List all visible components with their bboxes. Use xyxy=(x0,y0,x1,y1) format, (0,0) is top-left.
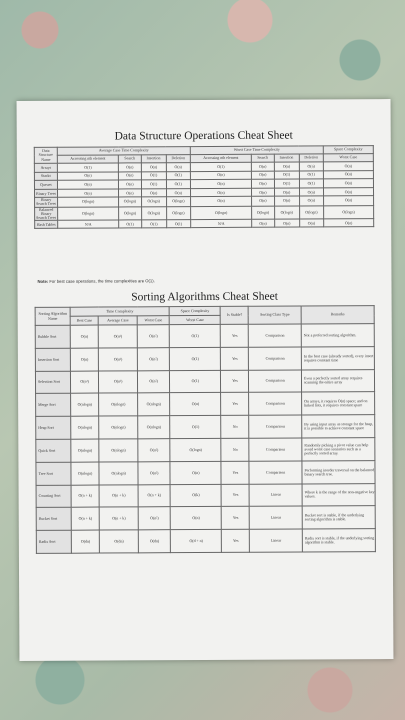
sort-row-name: Merge Sort xyxy=(36,394,71,417)
sort-cell-worst: O(n²) xyxy=(138,507,170,530)
sort-cell-space: O(1) xyxy=(170,416,221,439)
sort-header-worst-space: Worst Case xyxy=(169,315,220,324)
sort-row-name: Bucket Sort xyxy=(36,508,71,531)
ds-row-name: Balanced Binary Search Trees xyxy=(36,207,57,220)
ds-cell: O(logn) xyxy=(252,206,275,219)
ds-cell: O(n) xyxy=(299,196,323,205)
ds-table xyxy=(34,145,374,229)
ds-header-avg: Average Case Time Complexity xyxy=(57,147,190,156)
sort-table-body xyxy=(35,324,375,554)
sort-cell-space: O(k) xyxy=(170,484,221,507)
ds-cell: O(n) xyxy=(119,163,142,172)
sort-row-name: Counting Sort xyxy=(36,485,71,508)
ds-cell: O(1) xyxy=(141,220,166,229)
ds-table-body xyxy=(34,162,373,229)
ds-cell: O(1) xyxy=(274,171,299,180)
ds-cell: O(1) xyxy=(119,220,142,229)
sort-cell-worst: O(n²) xyxy=(138,439,170,462)
ds-cell: O(n) xyxy=(252,179,275,188)
ds-cell: O(n) xyxy=(119,180,142,189)
ds-cell: O(n) xyxy=(190,171,251,180)
ds-cell: O(n) xyxy=(252,219,275,228)
sort-row-name: Radix Sort xyxy=(36,530,71,553)
sort-table xyxy=(35,305,376,554)
ds-cell: O(n) xyxy=(324,218,374,227)
ds-cell: O(n) xyxy=(299,219,323,228)
sort-cell-space: O(d + n) xyxy=(171,530,222,553)
sort-cell-type: Linear xyxy=(250,529,303,552)
sort-cell-best: O(nlogn) xyxy=(71,416,99,439)
ds-header-worst-case: Worst Case xyxy=(323,154,373,162)
sort-cell-remarks: On arrays, it requires O(n) space; and on linked lists, it requires constant space xyxy=(302,392,375,415)
sort-header-worst: Worst Case xyxy=(137,316,169,325)
sort-cell-type: Comparison xyxy=(249,324,302,347)
sort-cell-remarks: Randomly picking a pivot value can help avoid worst case scenarios such as a perfectly sorted array. xyxy=(302,438,375,461)
ds-cell: O(n) xyxy=(252,188,275,197)
sort-cell-type: Comparison xyxy=(249,461,302,484)
sort-cell-remarks: Where k is the range of the non-negative key values. xyxy=(302,483,375,506)
sort-cell-best: O(dn) xyxy=(71,530,99,553)
sort-cell-type: Linear xyxy=(249,484,302,507)
sort-cell-remarks: In the best case (already sorted), every insert requires constant time xyxy=(301,346,374,369)
sort-cell-best: O(n + k) xyxy=(71,485,99,508)
sort-cell-space: O(1) xyxy=(170,347,221,370)
sort-cell-space: O(logn) xyxy=(170,438,221,461)
ds-cell: O(logn) xyxy=(274,206,299,219)
ds-cell: O(logn) xyxy=(119,197,142,206)
ds-cell: O(n) xyxy=(57,180,118,189)
ds-header-insertion: Insertion xyxy=(141,155,166,163)
ds-header-deletion-worst: Deletion xyxy=(299,154,323,162)
ds-cell: O(n) xyxy=(119,171,142,180)
sort-cell-stable: Yes xyxy=(221,324,249,347)
sort-header-best: Best Case xyxy=(70,316,98,325)
ds-cell: O(n) xyxy=(166,163,190,172)
ds-cell: O(n) xyxy=(323,187,373,196)
sort-cell-worst: O(n²) xyxy=(137,370,169,393)
ds-cell: O(n) xyxy=(299,188,323,197)
sort-header-name: Sorting Algorithm Name xyxy=(35,307,70,325)
ds-cell: N/A xyxy=(191,219,252,228)
sort-row xyxy=(36,529,375,554)
ds-cell: O(1) xyxy=(274,179,299,188)
sort-cell-stable: Yes xyxy=(221,393,249,416)
ds-cell: O(n) xyxy=(252,197,275,206)
sort-cell-avg: O(n²) xyxy=(99,370,138,393)
ds-header-space: Space Complexity xyxy=(323,146,373,154)
cheat-sheet-page xyxy=(17,99,394,661)
ds-cell: O(1) xyxy=(299,170,323,179)
sort-cell-remarks: Radix sort is stable, if the underlying sorting algorithm is stable. xyxy=(302,529,375,552)
ds-row-name: Arrays xyxy=(34,163,57,172)
sort-row xyxy=(35,369,374,394)
ds-header-access-worst: Accessing nth element xyxy=(190,154,251,162)
sort-cell-worst: O(n²) xyxy=(138,461,170,484)
ds-cell: O(n) xyxy=(57,189,118,198)
sort-cell-stable: No xyxy=(221,438,249,461)
sort-cell-worst: O(dn) xyxy=(138,530,170,553)
ds-header-search-worst: Search xyxy=(251,154,274,162)
sort-cell-type: Comparison xyxy=(249,370,302,393)
sort-cell-space: O(1) xyxy=(170,370,221,393)
note-text: For best case operations, the time complexities are O(1). xyxy=(49,278,155,284)
sort-cell-avg: O(nlogn) xyxy=(99,416,138,439)
ds-cell: O(n) xyxy=(252,171,275,180)
sort-cell-space: O(n) xyxy=(170,461,221,484)
ds-row-name: Queues xyxy=(34,180,57,189)
sort-row-name: Selection Sort xyxy=(35,371,70,394)
note-label: Note: xyxy=(37,278,49,284)
ds-cell: O(n) xyxy=(323,170,373,179)
ds-cell: O(n) xyxy=(274,162,299,171)
sort-cell-stable: Yes xyxy=(222,507,250,530)
ds-header-access: Accessing nth element xyxy=(57,155,118,163)
ds-header-worst: Worst Case Time Complexity xyxy=(190,146,323,155)
sort-row xyxy=(35,346,374,371)
sort-cell-stable: Yes xyxy=(221,370,249,393)
ds-header-search: Search xyxy=(118,155,141,163)
sort-row xyxy=(36,483,375,508)
ds-cell: O(1) xyxy=(166,171,190,180)
sort-cell-remarks: By using input array as storage for the heap, it is possible to achieve constant space xyxy=(302,415,375,438)
sort-cell-avg: O(nlogn) xyxy=(99,439,138,462)
sort-cell-space: O(1) xyxy=(170,324,221,347)
sort-row xyxy=(36,438,375,463)
sort-cell-space: O(n) xyxy=(170,393,221,416)
ds-cell: O(logn) xyxy=(141,197,166,206)
sort-header-type: Sorting Class Type xyxy=(249,306,302,324)
ds-cell: O(logn) xyxy=(58,207,119,221)
sort-title: Sorting Algorithms Cheat Sheet xyxy=(131,290,278,304)
sort-cell-worst: O(nlogn) xyxy=(138,393,170,416)
ds-cell: O(n) xyxy=(274,188,299,197)
sort-cell-avg: O(dn) xyxy=(100,530,139,553)
sort-row xyxy=(36,415,375,440)
sort-row-name: Heap Sort xyxy=(36,416,71,439)
sort-cell-avg: O(n + k) xyxy=(99,484,138,507)
ds-cell: O(n) xyxy=(299,162,323,171)
sort-cell-worst: O(n²) xyxy=(137,325,169,348)
sort-row-name: Tree Sort xyxy=(36,462,71,485)
sort-cell-avg: O(n + k) xyxy=(100,507,139,530)
sort-cell-stable: Yes xyxy=(222,529,250,552)
sort-cell-remarks: Not a preferred sorting algorithm. xyxy=(301,324,374,347)
ds-row-name: Stacks xyxy=(34,172,57,181)
ds-cell: O(1) xyxy=(141,180,166,189)
sort-row xyxy=(35,324,374,349)
sort-row-name: Quick Sort xyxy=(36,439,71,462)
ds-cell: O(logn) xyxy=(191,206,252,220)
ds-cell: O(1) xyxy=(166,219,190,228)
ds-cell: O(1) xyxy=(166,180,190,189)
ds-cell: O(n) xyxy=(166,188,190,197)
ds-cell: O(n) xyxy=(251,162,274,171)
ds-header-name: Data Structure Name xyxy=(34,147,57,163)
sort-cell-type: Comparison xyxy=(249,347,302,370)
ds-cell: O(1) xyxy=(299,179,323,188)
ds-cell: O(n) xyxy=(57,172,118,181)
sort-row xyxy=(36,460,375,485)
sort-row xyxy=(36,506,375,531)
sort-header-stable: Is Stable? xyxy=(221,306,249,324)
sort-cell-worst: O(nlogn) xyxy=(138,416,170,439)
sort-cell-remarks: Performing inorder traversal on the balanced binary search tree. xyxy=(302,460,375,483)
ds-title: Data Structure Operations Cheat Sheet xyxy=(114,129,293,143)
ds-cell: O(1) xyxy=(57,163,118,172)
sort-cell-best: O(n) xyxy=(70,325,98,348)
ds-cell: O(logn) xyxy=(299,205,323,218)
sort-cell-stable: No xyxy=(221,415,249,438)
sort-cell-stable: Yes xyxy=(221,461,249,484)
ds-cell: O(n) xyxy=(274,196,299,205)
sort-cell-avg: O(nlogn) xyxy=(99,393,138,416)
ds-cell: O(logn) xyxy=(119,206,142,219)
ds-cell: O(n) xyxy=(274,219,299,228)
sort-cell-space: O(n) xyxy=(170,507,221,530)
sort-row xyxy=(36,392,375,417)
ds-cell: O(logn) xyxy=(58,197,119,207)
sort-cell-best: O(n²) xyxy=(70,371,98,394)
ds-cell: O(n) xyxy=(190,188,251,197)
sort-row-name: Insertion Sort xyxy=(35,348,70,371)
ds-cell: N/A xyxy=(58,220,119,229)
ds-cell: O(logn) xyxy=(324,205,374,219)
sort-cell-avg: O(n²) xyxy=(99,348,138,371)
sort-cell-best: O(nlogn) xyxy=(71,393,99,416)
ds-cell: O(n) xyxy=(323,196,373,205)
sort-cell-best: O(n + k) xyxy=(71,507,99,530)
sort-header-remarks: Remarks xyxy=(301,306,374,324)
sort-cell-avg: O(nlogn) xyxy=(99,462,138,485)
sort-header-average: Average Case xyxy=(99,316,138,325)
ds-cell: O(n) xyxy=(190,179,251,188)
ds-cell: O(n) xyxy=(191,197,252,207)
ds-cell: O(n) xyxy=(119,189,142,198)
sort-cell-stable: Yes xyxy=(221,347,249,370)
sort-row-name: Bubble Sort xyxy=(35,325,70,348)
ds-cell: O(n) xyxy=(141,188,166,197)
ds-cell: O(1) xyxy=(190,162,251,171)
sort-header-time: Time Complexity xyxy=(70,307,169,317)
ds-header-insertion-worst: Insertion xyxy=(274,154,299,162)
sort-cell-type: Comparison xyxy=(249,392,302,415)
sort-cell-worst: O(n + k) xyxy=(138,484,170,507)
sort-cell-worst: O(n²) xyxy=(137,347,169,370)
ds-row-name: Binary Search Trees xyxy=(36,198,57,207)
sort-cell-avg: O(n²) xyxy=(99,325,138,348)
ds-row-name: Binary Trees xyxy=(34,189,57,198)
sort-cell-best: O(nlogn) xyxy=(71,462,99,485)
note xyxy=(37,278,154,284)
sort-cell-type: Comparison xyxy=(249,415,302,438)
ds-cell: O(logn) xyxy=(166,197,190,206)
sort-header-space: Space Complexity xyxy=(169,306,220,315)
ds-header-deletion: Deletion xyxy=(166,155,190,163)
ds-cell: O(1) xyxy=(141,171,166,180)
ds-row-name: Hash Tables xyxy=(35,220,58,229)
sort-cell-stable: Yes xyxy=(221,484,249,507)
ds-cell: O(n) xyxy=(323,162,373,171)
sort-cell-best: O(n) xyxy=(70,348,98,371)
sort-cell-remarks: Bucket sort is stable, if the underlying sorting algorithm is stable. xyxy=(302,506,375,529)
sort-cell-remarks: Even a perfectly sorted array requires scanning the entire array xyxy=(301,369,374,392)
ds-cell: O(logn) xyxy=(166,206,190,219)
ds-row xyxy=(35,218,374,228)
sort-cell-best: O(nlogn) xyxy=(71,439,99,462)
ds-cell: O(logn) xyxy=(141,206,166,219)
sort-cell-type: Comparison xyxy=(249,438,302,461)
ds-cell: O(n) xyxy=(323,179,373,188)
sort-cell-type: Linear xyxy=(250,506,303,529)
ds-cell: O(n) xyxy=(141,163,166,172)
